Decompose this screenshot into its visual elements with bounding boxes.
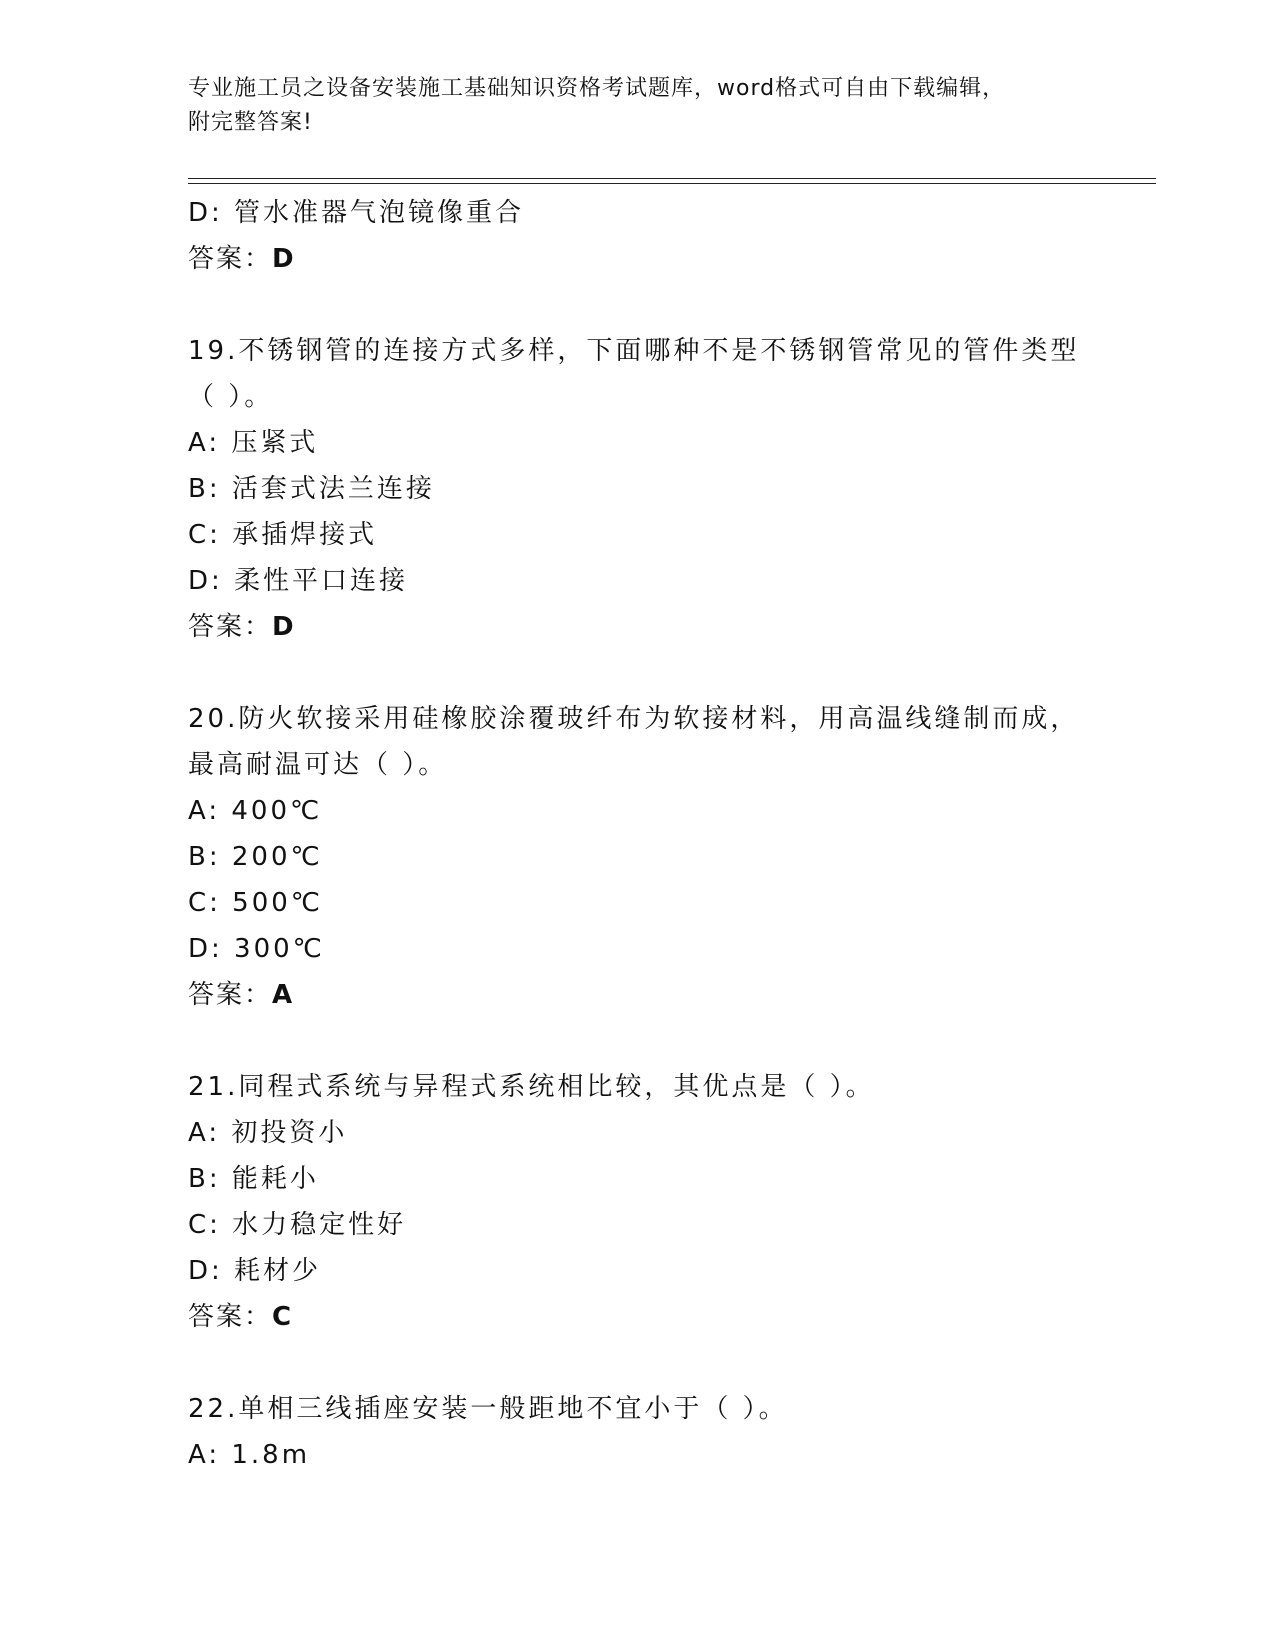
answer-value: D xyxy=(272,244,296,274)
question-19-answer xyxy=(188,604,1088,650)
prev-answer xyxy=(188,236,1088,282)
header-line-1: 专业施工员之设备安装施工基础知识资格考试题库，word格式可自由下载编辑， xyxy=(188,76,1006,101)
document-header xyxy=(188,72,1088,140)
answer-label: 答案： xyxy=(188,1302,273,1332)
question-20-option-d: D: 300℃ xyxy=(188,934,325,964)
spacer xyxy=(188,650,1088,696)
question-21-stem-line-1: 21.同程式系统与异程式系统相比较，其优点是（ ）。 xyxy=(188,1072,875,1102)
question-20-option-c: C: 500℃ xyxy=(188,888,324,918)
question-22-option-a: A: 1.8m xyxy=(188,1440,311,1470)
answer-value: C xyxy=(272,1302,294,1332)
question-19-stem-line-1: 19.不锈钢管的连接方式多样，下面哪种不是不锈钢管常见的管件类型 xyxy=(188,336,1080,366)
header-divider-top xyxy=(188,178,1156,179)
question-21-option-a: A: 初投资小 xyxy=(188,1118,348,1148)
header-line-2: 附完整答案! xyxy=(188,110,313,135)
question-21-option-d: D: 耗材少 xyxy=(188,1256,322,1286)
question-20-stem-line-1: 20.防火软接采用硅橡胶涂覆玻纤布为软接材料，用高温线缝制而成， xyxy=(188,704,1080,734)
answer-label: 答案： xyxy=(188,980,273,1010)
question-19-option-a: A: 压紧式 xyxy=(188,428,319,458)
question-20-option-a: A: 400℃ xyxy=(188,796,323,826)
question-20-answer xyxy=(188,972,1088,1018)
answer-label: 答案： xyxy=(188,244,273,274)
question-19-option-c: C: 承插焊接式 xyxy=(188,520,378,550)
answer-value: A xyxy=(272,980,295,1010)
prev-option-d: D: 管水准器气泡镜像重合 xyxy=(188,198,525,228)
spacer xyxy=(188,282,1088,328)
question-list xyxy=(188,190,1088,1478)
spacer xyxy=(188,1018,1088,1064)
answer-value: D xyxy=(272,612,296,642)
question-19-stem-line-2: （ ）。 xyxy=(188,382,274,412)
question-20-option-b: B: 200℃ xyxy=(188,842,323,872)
spacer xyxy=(188,1340,1088,1386)
question-21-option-b: B: 能耗小 xyxy=(188,1164,319,1194)
question-19-option-b: B: 活套式法兰连接 xyxy=(188,474,435,504)
answer-label: 答案： xyxy=(188,612,273,642)
header-divider-bottom xyxy=(188,183,1156,184)
question-21-option-c: C: 水力稳定性好 xyxy=(188,1210,407,1240)
question-21-answer xyxy=(188,1294,1088,1340)
question-20-stem-line-2: 最高耐温可达（ ）。 xyxy=(188,750,448,780)
question-19-option-d: D: 柔性平口连接 xyxy=(188,566,409,596)
question-22-stem-line-1: 22.单相三线插座安装一般距地不宜小于（ ）。 xyxy=(188,1394,788,1424)
